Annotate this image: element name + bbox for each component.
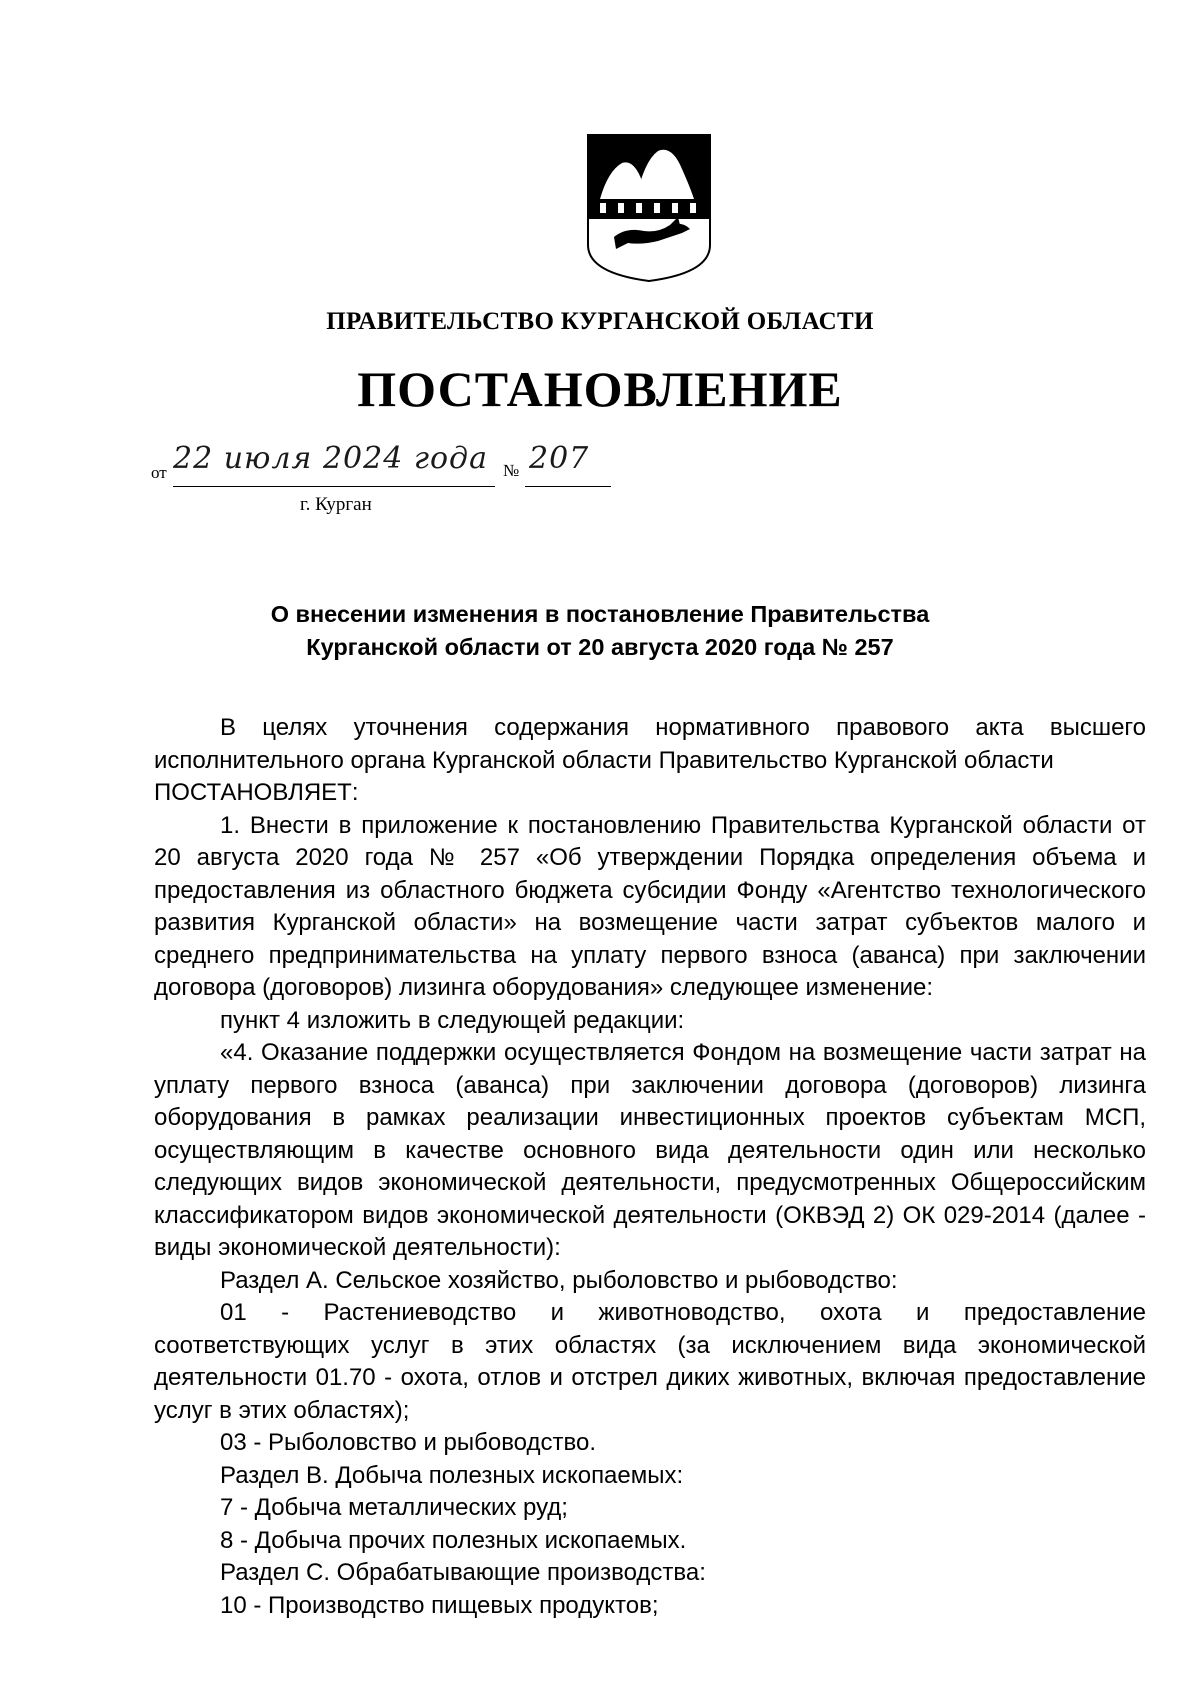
date-label: от (151, 463, 167, 482)
date-underline (173, 486, 495, 487)
section-c-heading: Раздел С. Обрабатывающие производства: (220, 1559, 706, 1586)
item-1-sub: пункт 4 изложить в следующей редакции: (220, 1006, 685, 1034)
document-body (154, 712, 1146, 1622)
clause-4-paragraph: «4. Оказание поддержки осуществляется Фондом на возмещение части затрат на уплату первого взноса (аванса) при заключении договора (договоров) лизинга оборудования в рамках реализации инвестиционных проектов субъектам МСП, осуществляющим в качестве основного вида деятельности один или несколько следующих видов экономической деятельности, предусмотренных Общероссийским классификатором видов экономической деятельности (ОКВЭД 2) ОК 029-2014 (далее - виды экономической деятельности): (154, 1039, 1146, 1261)
code-03-item: 03 - Рыболовство и рыбоводство. (220, 1429, 596, 1456)
preamble-paragraph: В целях уточнения содержания нормативного правового акта высшего исполнительного органа Курганской области Правительство Курганской области (154, 714, 1146, 774)
number-underline (525, 486, 611, 487)
code-7-item: 7 - Добыча металлических руд; (220, 1494, 568, 1521)
item-1-paragraph: 1. Внести в приложение к постановлению Правительства Курганской области от 20 августа 2020 года № 257 «Об утверждении Порядка определения объема и предоставления из областного бюджета субсидии Фонду «Агентство технологического развития Курганской области» на возмещение части затрат субъектов малого и среднего предпринимательства на уплату первого взноса (аванса) при заключении договора (договоров) лизинга оборудования» следующее изменение: (154, 811, 1146, 1001)
section-a-heading: Раздел А. Сельское хозяйство, рыболовство и рыбоводство: (220, 1266, 898, 1294)
document-subject (0, 598, 1200, 664)
subject-line-2: Курганской области от 20 августа 2020 года № 257 (306, 634, 894, 660)
number-handwritten: 207 (529, 441, 590, 476)
code-8-item: 8 - Добыча прочих полезных ископаемых. (220, 1526, 687, 1554)
date-number-line (151, 441, 671, 515)
city: г. Курган (300, 494, 372, 515)
subject-line-1: О внесении изменения в постановление Правительства (270, 601, 930, 627)
section-b-heading: Раздел В. Добыча полезных ископаемых: (220, 1461, 684, 1489)
coat-of-arms-icon (586, 133, 712, 283)
date-handwritten: 22 июля 2024 года (173, 441, 488, 476)
document-type: ПОСТАНОВЛЕНИЕ (357, 361, 843, 417)
code-01-item: 01 - Растениеводство и животноводство, охота и предоставление соответствующих услуг в этих областях (за исключением вида экономической деятельности 01.70 - охота, отлов и отстрел диких животных, включая предоставление услуг в этих областях); (154, 1299, 1146, 1424)
resolves-word: ПОСТАНОВЛЯЕТ: (154, 779, 359, 806)
number-label: № (503, 461, 520, 480)
code-10-item: 10 - Производство пищевых продуктов; (220, 1591, 659, 1619)
government-title: ПРАВИТЕЛЬСТВО КУРГАНСКОЙ ОБЛАСТИ (326, 308, 874, 335)
